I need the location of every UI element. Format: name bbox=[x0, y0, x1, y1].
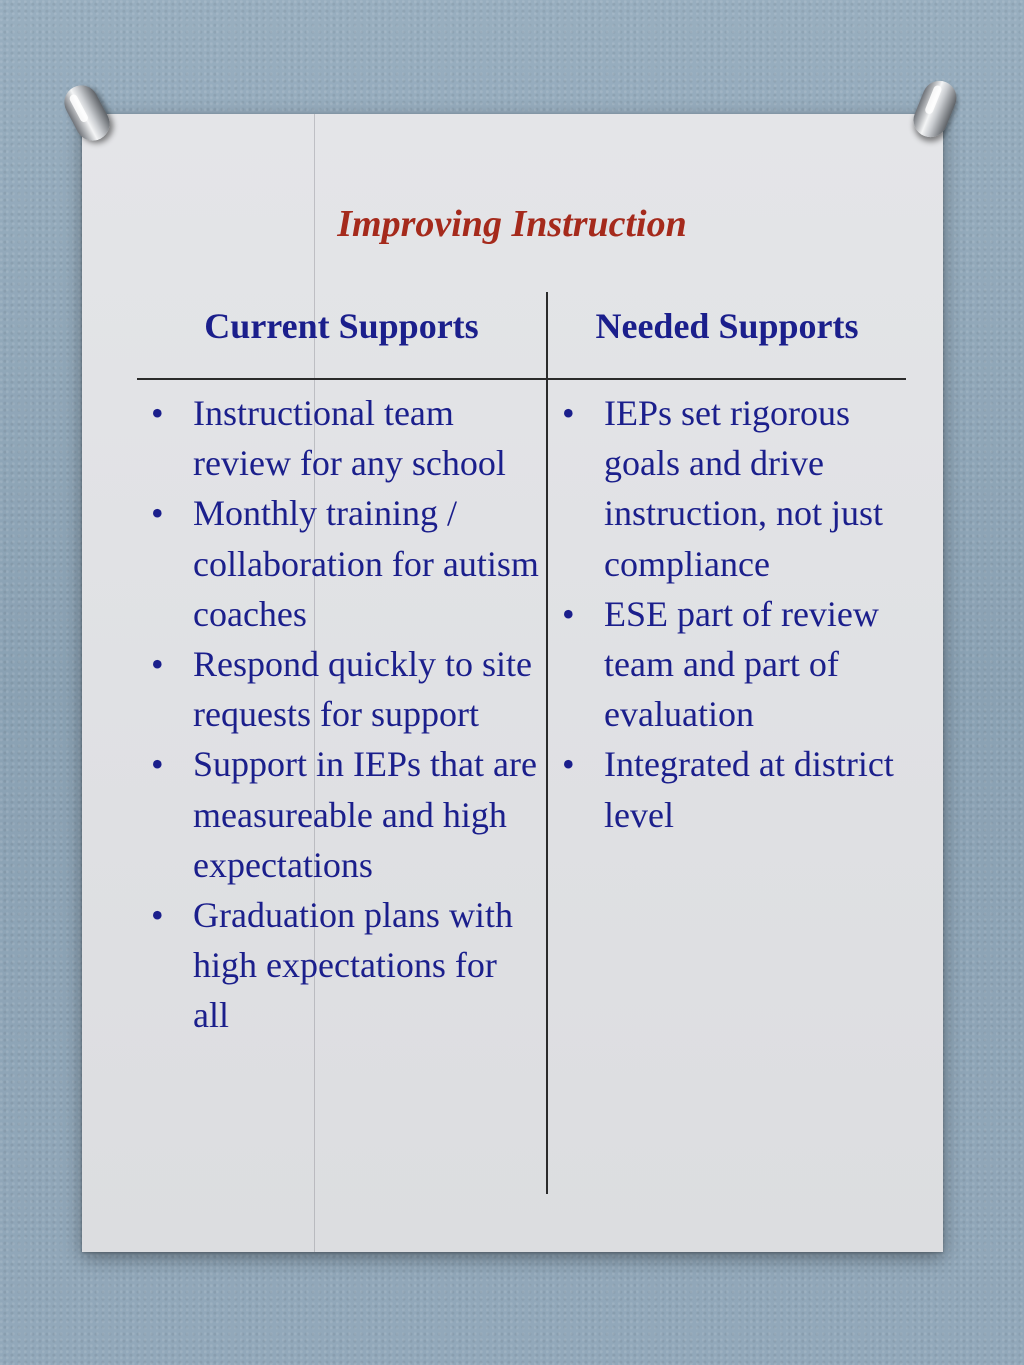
list-item-text: Graduation plans with high expectations for all bbox=[193, 895, 513, 1036]
list-item-text: IEPs set rigorous goals and drive instruction, not just compliance bbox=[604, 393, 883, 584]
column-divider bbox=[546, 292, 548, 1194]
list-item-text: Instructional team review for any school bbox=[193, 393, 506, 484]
needed-supports-header: Needed Supports bbox=[595, 306, 859, 346]
pushpin-icon bbox=[908, 76, 961, 143]
needed-supports-list bbox=[556, 388, 901, 840]
list-item bbox=[145, 890, 540, 1041]
list-item bbox=[145, 639, 540, 739]
list-item bbox=[145, 488, 540, 639]
list-item bbox=[145, 739, 540, 890]
bullet-icon: • bbox=[562, 744, 575, 785]
bullet-icon: • bbox=[562, 593, 575, 634]
bullet-icon: • bbox=[151, 393, 164, 433]
list-item-text: Integrated at district level bbox=[604, 744, 894, 835]
bullet-icon: • bbox=[562, 393, 575, 433]
list-item-text: Respond quickly to site requests for support bbox=[193, 644, 532, 735]
list-item-text: Support in IEPs that are measureable and high expectations bbox=[193, 744, 537, 885]
current-supports-header: Current Supports bbox=[204, 306, 479, 346]
header-divider bbox=[137, 378, 906, 380]
current-supports-list bbox=[145, 388, 540, 1041]
list-item bbox=[556, 388, 901, 589]
page-title: Improving Instruction bbox=[337, 203, 687, 245]
list-item-text: Monthly training / collaboration for autism coaches bbox=[193, 493, 539, 634]
list-item bbox=[145, 388, 540, 488]
bullet-icon: • bbox=[151, 895, 164, 936]
bullet-icon: • bbox=[151, 644, 164, 685]
bullet-icon: • bbox=[151, 493, 164, 534]
list-item bbox=[556, 739, 901, 839]
bullet-icon: • bbox=[151, 744, 164, 785]
list-item-text: ESE part of review team and part of evaluation bbox=[604, 593, 879, 735]
list-item bbox=[556, 589, 901, 740]
